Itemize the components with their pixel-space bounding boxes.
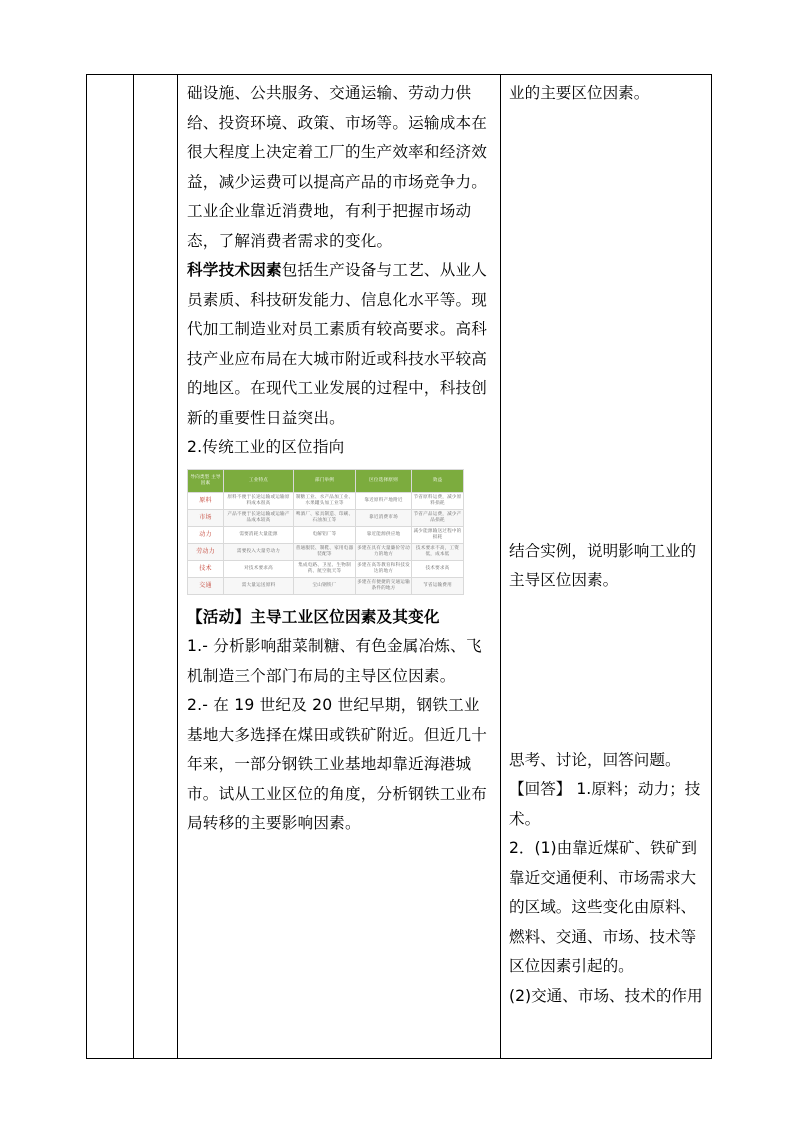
spacer [509,109,706,537]
mini-table-cell: 靠近消费市场 [356,509,412,526]
mini-table-type-cell: 市场 [188,509,224,526]
mini-table-cell: 需要消耗大量能源 [224,526,294,543]
activity-title: 【活动】主导工业区位因素及其变化 [187,607,440,626]
section-heading: 2.传统工业的区位指向 [187,438,345,456]
empty-cell [87,75,134,1059]
mini-table-cell: 宝山钢铁厂 [294,577,356,594]
mini-table-type-cell: 原料 [188,492,224,509]
mini-table-type-cell: 动力 [188,526,224,543]
empty-cell [134,75,178,1059]
table-row [87,75,712,1059]
mini-table-cell: 多建在具有大量廉价劳动力的地方 [356,543,412,560]
mini-table-row [188,492,464,509]
answer-label: 【回答】 [509,780,572,798]
mini-table-cell: 技术要求高 [412,560,464,577]
mini-table-cell: 对技术要求高 [224,560,294,577]
mini-table-header: 区位选择原则 [356,469,412,492]
answer-1-text: 1.原料；动力；技术。 [509,780,701,828]
design-intent-cell [501,75,712,1059]
mini-table-header: 工业特点 [224,469,294,492]
mini-table-cell: 产品不便于长途运输或运输产品成本较高 [224,509,294,526]
mini-table-cell: 减少能源输送过程中的损耗 [412,526,464,543]
mini-table-header: 导向类型 主导因素 [188,469,224,492]
mini-table-type-cell: 交通 [188,577,224,594]
mini-table-cell: 原料不便于长途运输或运输原料成本很高 [224,492,294,509]
mini-table-row [188,509,464,526]
answer-2: 2．(1)由靠近煤矿、铁矿到靠近交通便利、市场需求大的区域。这些变化由原料、燃料、交通、市场、技术等区位因素引起的。 [509,839,697,975]
mini-table-row [188,526,464,543]
paragraph-location-factors: 础设施、公共服务、交通运输、劳动力供给、投资环境、政策、市场等。运输成本在很大程度上决定着工厂的生产效率和经济效益，减少运费可以提高产品的市场竞争力。工业企业靠近消费地，有利于把握市场动态，了解消费者需求的变化。 [187,84,488,250]
paragraph-technology [187,256,494,433]
mini-table-row [188,543,464,560]
mini-table-cell: 节省产品运费，减少产品损耗 [412,509,464,526]
mini-table-header-row [188,469,464,492]
mini-table-cell: 节省运输费用 [412,577,464,594]
mini-table-row [188,560,464,577]
mini-table-cell: 普通服装、制鞋、家用电器装配等 [294,543,356,560]
teaching-content-cell [178,75,501,1059]
mini-table-row [188,577,464,594]
mini-table-cell: 制糖工业、水产品加工业、水果罐头加工业等 [294,492,356,509]
side-note-1: 业的主要区位因素。 [509,84,650,102]
mini-table-cell: 节省原料运费，减少原料损耗 [412,492,464,509]
answer-1 [509,775,706,834]
spacer [509,596,706,746]
answer-3: (2)交通、市场、技术的作用 [509,986,703,1005]
mini-table-cell: 啤酒厂、家具制造、印刷、石油加工等 [294,509,356,526]
mini-table-cell: 需要投入大量劳动力 [224,543,294,560]
mini-table-cell: 多建在有便捷的交通运输条件的地方 [356,577,412,594]
side-note-3: 思考、讨论，回答问题。 [509,750,681,769]
lesson-plan-table [86,74,712,1059]
side-note-2: 结合实例，说明影响工业的主导区位因素。 [509,541,697,589]
mini-table-header: 效益 [412,469,464,492]
technology-term: 科学技术因素 [187,261,282,279]
mini-table-cell: 靠近原料产地附近 [356,492,412,509]
question-2: 2.- 在 19 世纪及 20 世纪早期，钢铁工业基地大多选择在煤田或铁矿附近。但近几十年来，一部分钢铁工业基地却靠近海港城市。试从工业区位的角度，分析钢铁工业布局转移的主要影响因素。 [187,696,488,832]
technology-text: 包括生产设备与工艺、从业人员素质、科技研发能力、信息化水平等。现代加工制造业对员工素质有较高要求。高科技产业应布局在大城市附近或科技水平较高的地区。在现代工业发展的过程中，科技创新的重要性日益突出。 [187,261,488,427]
mini-table-type-cell: 劳动力 [188,543,224,560]
mini-table-type-cell: 技术 [188,560,224,577]
mini-table-cell: 技术要求不高，工资低，成本低 [412,543,464,560]
mini-table-header: 部门举例 [294,469,356,492]
industry-orientation-table [187,469,464,595]
mini-table-cell: 集成电路、卫星、生物制药、航空航天等 [294,560,356,577]
industry-orientation-table-image [187,469,494,595]
question-1: 1.- 分析影响甜菜制糖、有色金属冶炼、飞机制造三个部门布局的主导区位因素。 [187,637,482,685]
mini-table-cell: 靠近能源供应地 [356,526,412,543]
mini-table-cell: 电解铝厂等 [294,526,356,543]
mini-table-cell: 多建在高等教育和科技发达的地方 [356,560,412,577]
mini-table-cell: 需大量运送原料 [224,577,294,594]
